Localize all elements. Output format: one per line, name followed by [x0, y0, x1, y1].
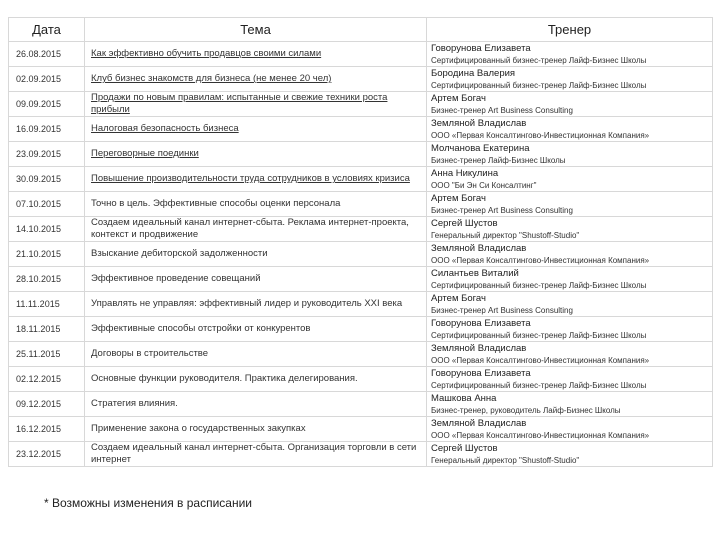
trainer-name: Земляной Владислав	[431, 117, 527, 129]
row-trainer	[427, 317, 713, 342]
row-topic: Создаем идеальный канал интернет-сбыта. Реклама интернет-проекта, контекст и продвижение	[85, 217, 427, 242]
row-trainer	[427, 292, 713, 317]
row-trainer	[427, 67, 713, 92]
row-trainer	[427, 167, 713, 192]
trainer-name: Силантьев Виталий	[431, 267, 519, 279]
header-trainer: Тренер	[427, 18, 713, 42]
row-date: 23.09.2015	[9, 142, 85, 167]
row-topic-link[interactable]: Продажи по новым правилам: испытанные и свежие техники роста прибыли	[85, 92, 427, 117]
trainer-organization: Сертифицированный бизнес-тренер Лайф-Бизнес Школы	[431, 280, 647, 290]
trainer-organization: ООО «Первая Консалтингово-Инвестиционная Компания»	[431, 130, 650, 140]
row-topic-link[interactable]: Как эффективно обучить продавцов своими силами	[85, 42, 427, 67]
table-row	[9, 67, 713, 92]
trainer-name: Земляной Владислав	[431, 242, 527, 254]
trainer-organization: Бизнес-тренер Лайф-Бизнес Школы	[431, 155, 566, 165]
trainer-organization: Генеральный директор "Shustoff-Studio"	[431, 230, 580, 240]
trainer-name: Артем Богач	[431, 292, 486, 304]
row-trainer	[427, 117, 713, 142]
trainer-name: Говорунова Елизавета	[431, 317, 531, 329]
row-topic: Взыскание дебиторской задолженности	[85, 242, 427, 267]
row-topic: Создаем идеальный канал интернет-сбыта. Организация торговли в сети интернет	[85, 442, 427, 467]
trainer-organization: Сертифицированный бизнес-тренер Лайф-Бизнес Школы	[431, 80, 647, 90]
row-date: 02.09.2015	[9, 67, 85, 92]
table-row	[9, 317, 713, 342]
table-row	[9, 142, 713, 167]
trainer-organization: ООО «Первая Консалтингово-Инвестиционная Компания»	[431, 355, 650, 365]
row-date: 26.08.2015	[9, 42, 85, 67]
row-trainer	[427, 217, 713, 242]
row-date: 25.11.2015	[9, 342, 85, 367]
trainer-name: Анна Никулина	[431, 167, 499, 179]
row-date: 30.09.2015	[9, 167, 85, 192]
trainer-organization: Бизнес-тренер Art Business Consulting	[431, 305, 573, 315]
trainer-organization: ООО «Первая Консалтингово-Инвестиционная Компания»	[431, 255, 650, 265]
row-topic-link[interactable]: Повышение производительности труда сотрудников в условиях кризиса	[85, 167, 427, 192]
trainer-name: Земляной Владислав	[431, 342, 527, 354]
table-row	[9, 42, 713, 67]
row-date: 16.09.2015	[9, 117, 85, 142]
row-date: 09.09.2015	[9, 92, 85, 117]
table-row	[9, 342, 713, 367]
row-topic: Управлять не управляя: эффективный лидер и руководитель XXI века	[85, 292, 427, 317]
table-row	[9, 267, 713, 292]
table-row	[9, 167, 713, 192]
table-row	[9, 392, 713, 417]
trainer-organization: Сертифицированный бизнес-тренер Лайф-Бизнес Школы	[431, 55, 647, 65]
row-date: 02.12.2015	[9, 367, 85, 392]
trainer-organization: Бизнес-тренер, руководитель Лайф-Бизнес Школы	[431, 405, 621, 415]
row-topic: Применение закона о государственных закупках	[85, 417, 427, 442]
row-topic-link[interactable]: Налоговая безопасность бизнеса	[85, 117, 427, 142]
trainer-name: Сергей Шустов	[431, 442, 498, 454]
schedule-footnote: * Возможны изменения в расписании	[44, 496, 253, 510]
row-trainer	[427, 142, 713, 167]
table-row	[9, 367, 713, 392]
row-topic-link[interactable]: Переговорные поединки	[85, 142, 427, 167]
header-row	[9, 18, 713, 42]
row-topic: Договоры в строительстве	[85, 342, 427, 367]
row-date: 09.12.2015	[9, 392, 85, 417]
row-trainer	[427, 242, 713, 267]
trainer-name: Сергей Шустов	[431, 217, 498, 229]
trainer-name: Говорунова Елизавета	[431, 367, 531, 379]
trainer-name: Артем Богач	[431, 92, 486, 104]
table-row	[9, 117, 713, 142]
table-row	[9, 192, 713, 217]
row-date: 23.12.2015	[9, 442, 85, 467]
header-date: Дата	[9, 18, 85, 42]
trainer-organization: Бизнес-тренер Art Business Consulting	[431, 205, 573, 215]
trainer-organization: ООО "Би Эн Си Консалтинг"	[431, 180, 537, 190]
row-date: 18.11.2015	[9, 317, 85, 342]
row-topic-link[interactable]: Клуб бизнес знакомств для бизнеса (не менее 20 чел)	[85, 67, 427, 92]
row-date: 16.12.2015	[9, 417, 85, 442]
trainer-name: Говорунова Елизавета	[431, 42, 531, 54]
row-date: 11.11.2015	[9, 292, 85, 317]
trainer-name: Молчанова Екатерина	[431, 142, 530, 154]
row-trainer	[427, 417, 713, 442]
trainer-name: Бородина Валерия	[431, 67, 516, 79]
row-trainer	[427, 192, 713, 217]
row-trainer	[427, 92, 713, 117]
table-row	[9, 417, 713, 442]
row-topic: Эффективное проведение совещаний	[85, 267, 427, 292]
row-trainer	[427, 42, 713, 67]
row-trainer	[427, 342, 713, 367]
row-date: 21.10.2015	[9, 242, 85, 267]
table-row	[9, 242, 713, 267]
row-date: 14.10.2015	[9, 217, 85, 242]
trainer-name: Машкова Анна	[431, 392, 497, 404]
row-date: 07.10.2015	[9, 192, 85, 217]
table-row	[9, 217, 713, 242]
trainer-name: Артем Богач	[431, 192, 486, 204]
row-topic: Основные функции руководителя. Практика делегирования.	[85, 367, 427, 392]
trainer-organization: Сертифицированный бизнес-тренер Лайф-Бизнес Школы	[431, 380, 647, 390]
row-topic: Точно в цель. Эффективные способы оценки персонала	[85, 192, 427, 217]
table-row	[9, 292, 713, 317]
row-trainer	[427, 267, 713, 292]
row-trainer	[427, 392, 713, 417]
trainer-organization: Бизнес-тренер Art Business Consulting	[431, 105, 573, 115]
trainer-name: Земляной Владислав	[431, 417, 527, 429]
row-trainer	[427, 367, 713, 392]
table-row	[9, 442, 713, 467]
row-trainer	[427, 442, 713, 467]
table-row	[9, 92, 713, 117]
schedule-table	[8, 17, 713, 467]
trainer-organization: Генеральный директор "Shustoff-Studio"	[431, 455, 580, 465]
header-topic: Тема	[85, 18, 427, 42]
trainer-organization: ООО «Первая Консалтингово-Инвестиционная Компания»	[431, 430, 650, 440]
row-date: 28.10.2015	[9, 267, 85, 292]
trainer-organization: Сертифицированный бизнес-тренер Лайф-Бизнес Школы	[431, 330, 647, 340]
row-topic: Стратегия влияния.	[85, 392, 427, 417]
row-topic: Эффективные способы отстройки от конкурентов	[85, 317, 427, 342]
